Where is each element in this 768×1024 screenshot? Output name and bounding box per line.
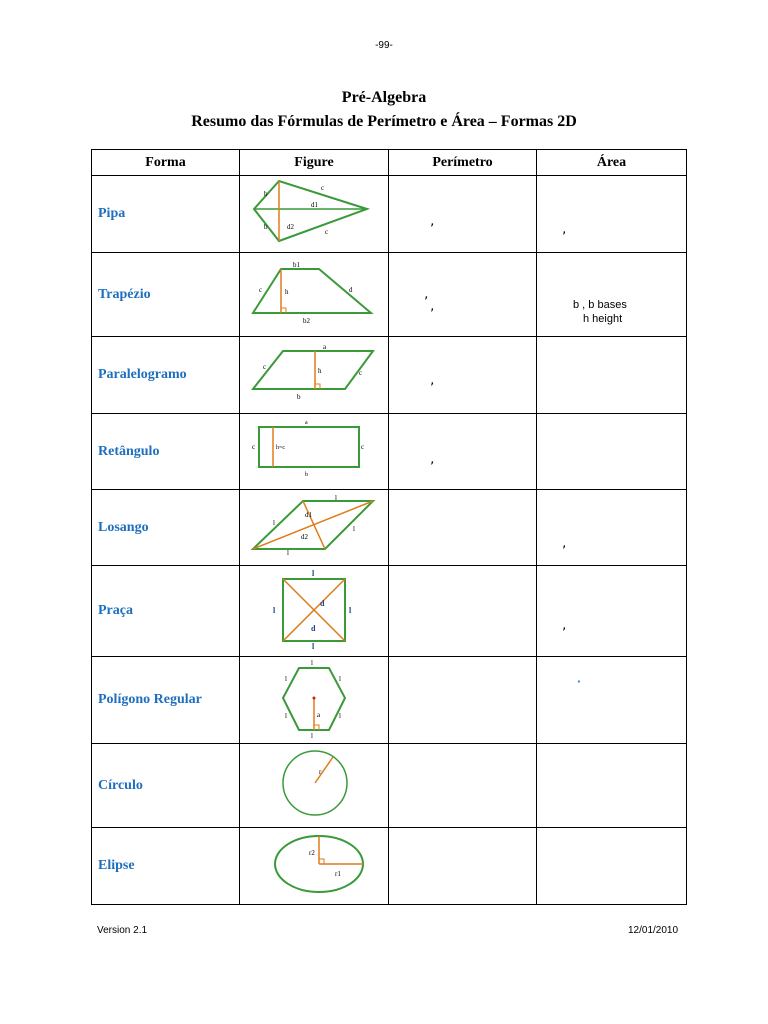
svg-text:l: l xyxy=(287,549,289,555)
svg-text:c: c xyxy=(321,183,325,192)
circle-figure xyxy=(240,744,389,828)
area-formula: · xyxy=(537,657,687,744)
svg-text:l: l xyxy=(339,674,341,683)
header-row xyxy=(92,150,687,176)
area-formula: , xyxy=(537,490,687,566)
perimeter-formula xyxy=(389,566,537,657)
svg-text:h=c: h=c xyxy=(276,445,286,451)
svg-text:d1: d1 xyxy=(311,200,318,209)
header-area: Área xyxy=(537,150,687,176)
table-row xyxy=(92,414,687,490)
svg-text:d: d xyxy=(311,623,316,633)
table-row xyxy=(92,176,687,253)
shape-name: Polígono Regular xyxy=(92,657,240,744)
svg-text:b2: b2 xyxy=(303,317,310,325)
svg-text:a: a xyxy=(317,710,321,719)
svg-text:d1: d1 xyxy=(305,511,312,519)
square-figure xyxy=(240,566,389,657)
perimeter-formula: , xyxy=(389,337,537,414)
svg-text:c: c xyxy=(359,368,363,377)
perimeter-formula xyxy=(389,657,537,744)
formula-table xyxy=(91,149,687,905)
svg-text:c: c xyxy=(263,362,267,371)
date-label: 12/01/2010 xyxy=(628,925,679,936)
rectangle-figure xyxy=(240,414,389,490)
area-formula xyxy=(537,744,687,828)
svg-text:d2: d2 xyxy=(301,533,308,541)
header-forma: Forma xyxy=(92,150,240,176)
svg-text:l: l xyxy=(285,711,287,720)
svg-text:d: d xyxy=(349,286,353,294)
svg-text:l: l xyxy=(273,605,276,615)
svg-text:r: r xyxy=(319,768,322,776)
svg-text:l: l xyxy=(312,568,315,578)
svg-text:l: l xyxy=(353,525,355,533)
svg-text:h: h xyxy=(285,288,289,296)
area-formula: , xyxy=(537,566,687,657)
svg-text:l: l xyxy=(339,711,341,720)
table-row xyxy=(92,253,687,337)
svg-text:b: b xyxy=(297,392,301,401)
svg-text:c: c xyxy=(325,227,329,236)
kite-figure xyxy=(240,176,389,253)
svg-text:l: l xyxy=(311,658,313,667)
table-row xyxy=(92,828,687,905)
svg-text:l: l xyxy=(335,495,337,502)
area-formula xyxy=(537,828,687,905)
perimeter-formula: , xyxy=(389,414,537,490)
shape-name: Pipa xyxy=(92,176,240,253)
perimeter-formula: , , xyxy=(389,253,537,337)
svg-text:b: b xyxy=(305,472,308,478)
svg-text:d2: d2 xyxy=(287,222,294,231)
page-number: -99- xyxy=(375,40,393,51)
area-formula xyxy=(537,337,687,414)
kite-label-b: b xyxy=(264,189,268,198)
svg-text:l: l xyxy=(312,641,315,649)
svg-text:d: d xyxy=(320,598,325,608)
table-row xyxy=(92,566,687,657)
ellipse-figure xyxy=(240,828,389,905)
shape-name: Trapézio xyxy=(92,253,240,337)
hexagon-figure xyxy=(240,657,389,744)
shape-name: Elipse xyxy=(92,828,240,905)
table-row xyxy=(92,337,687,414)
table-row xyxy=(92,490,687,566)
svg-text:b1: b1 xyxy=(293,261,300,269)
svg-text:l: l xyxy=(273,519,275,527)
svg-text:r2: r2 xyxy=(309,848,315,857)
table-row xyxy=(92,657,687,744)
perimeter-formula: , xyxy=(389,176,537,253)
bases-note: b , b bases xyxy=(573,299,627,311)
shape-name: Retângulo xyxy=(92,414,240,490)
table-row xyxy=(92,744,687,828)
svg-text:c: c xyxy=(361,443,365,451)
area-formula: , xyxy=(537,176,687,253)
shape-name: Círculo xyxy=(92,744,240,828)
svg-text:r1: r1 xyxy=(335,869,341,878)
svg-text:h: h xyxy=(318,366,322,375)
area-formula xyxy=(537,414,687,490)
header-figure: Figure xyxy=(240,150,389,176)
height-note: h height xyxy=(583,313,623,325)
svg-text:b: b xyxy=(264,222,268,231)
trapezoid-figure xyxy=(240,253,389,337)
perimeter-formula xyxy=(389,828,537,905)
page-title: Pré-Algebra xyxy=(341,89,427,106)
rhombus-figure xyxy=(240,490,389,566)
svg-text:l: l xyxy=(311,731,313,738)
header-perimetro: Perímetro xyxy=(389,150,537,176)
svg-text:a: a xyxy=(305,420,308,426)
svg-text:c: c xyxy=(259,286,263,294)
shape-name: Praça xyxy=(92,566,240,657)
page-subtitle: Resumo das Fórmulas de Perímetro e Área – Formas 2D xyxy=(191,113,577,130)
shape-name: Losango xyxy=(92,490,240,566)
perimeter-formula xyxy=(389,744,537,828)
svg-text:a: a xyxy=(323,342,327,351)
svg-text:c: c xyxy=(252,443,256,451)
parallelogram-figure xyxy=(240,337,389,414)
shape-name: Paralelogramo xyxy=(92,337,240,414)
area-formula xyxy=(537,253,687,337)
svg-text:l: l xyxy=(349,605,352,615)
svg-text:l: l xyxy=(285,674,287,683)
version-label: Version 2.1 xyxy=(97,925,148,936)
perimeter-formula xyxy=(389,490,537,566)
